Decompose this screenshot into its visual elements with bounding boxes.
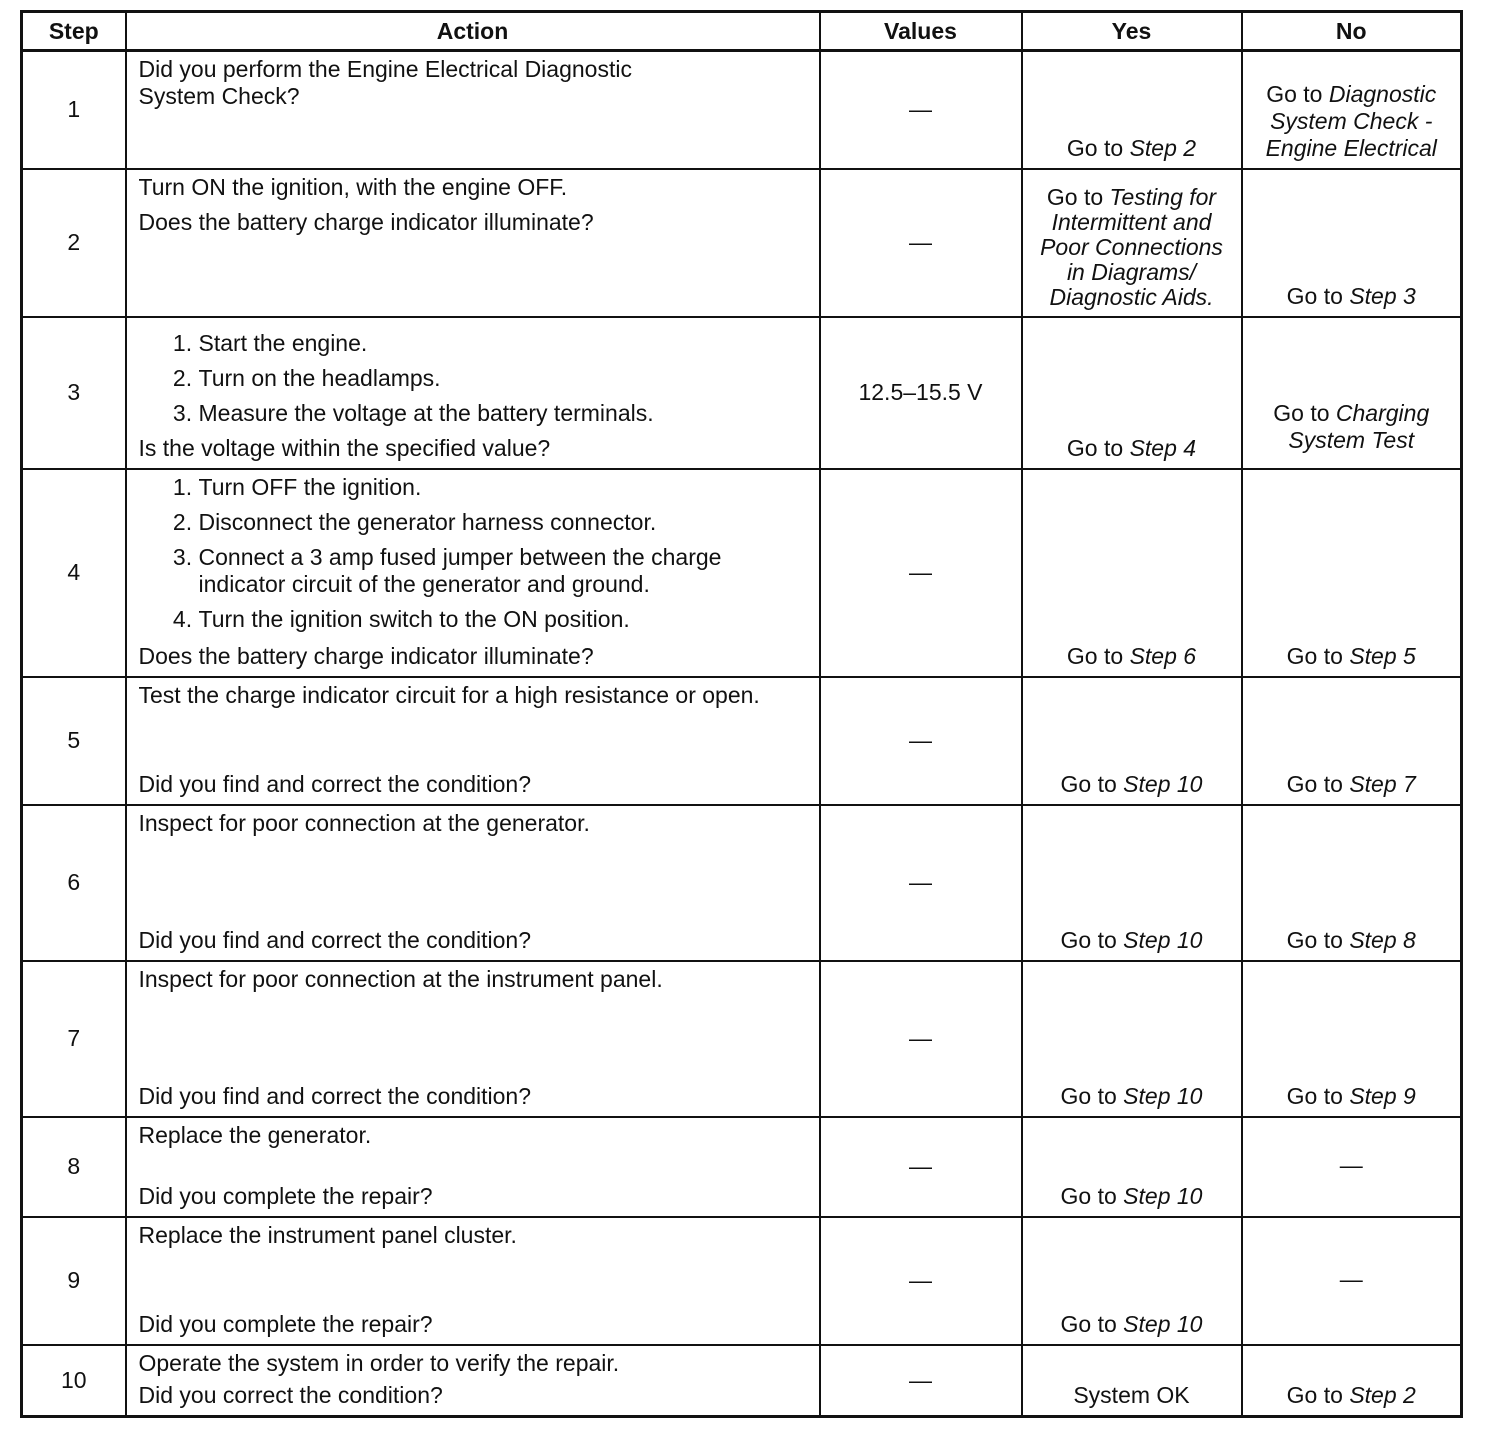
diagnostic-table xyxy=(20,10,1463,1418)
action-question: Did you complete the repair? xyxy=(138,1310,433,1337)
action-cell xyxy=(126,961,820,1117)
value-cell: — xyxy=(820,169,1022,317)
yes-step-link[interactable]: Step 10 xyxy=(1123,1082,1203,1109)
yes-lead: Go to xyxy=(1060,1182,1124,1209)
yes-cell xyxy=(1022,677,1242,805)
action-text: Replace the generator. xyxy=(138,1121,372,1148)
table-row xyxy=(22,961,1462,1117)
value-cell: 12.5–15.5 V xyxy=(820,317,1022,469)
substep-item: 2. Disconnect the generator harness connector. xyxy=(199,509,809,536)
yes-step-link[interactable]: Testing for Intermittent and Poor Connections in Diagrams/ Diagnostic Aids. xyxy=(1040,183,1223,310)
no-cell xyxy=(1242,805,1462,961)
value-cell: — xyxy=(820,961,1022,1117)
action-cell xyxy=(126,1345,820,1417)
yes-lead: Go to xyxy=(1046,183,1110,210)
yes-cell xyxy=(1022,1345,1242,1417)
yes-step-link[interactable]: Step 10 xyxy=(1123,1182,1203,1209)
step-number: 1 xyxy=(22,51,126,169)
header-yes: Yes xyxy=(1022,12,1242,51)
value-cell: — xyxy=(820,805,1022,961)
action-question: Is the voltage within the specified value? xyxy=(138,434,551,461)
yes-lead: Go to xyxy=(1066,434,1130,461)
no-cell xyxy=(1242,51,1462,169)
no-cell xyxy=(1242,1217,1462,1345)
action-question: Did you find and correct the condition? xyxy=(138,926,532,953)
action-question: Did you correct the condition? xyxy=(138,1382,443,1408)
action-text: Replace the instrument panel cluster. xyxy=(138,1221,517,1248)
value-cell: — xyxy=(820,1345,1022,1417)
value-cell: — xyxy=(820,1217,1022,1345)
substep-item: 1. Start the engine. xyxy=(199,330,809,357)
table-row xyxy=(22,805,1462,961)
no-lead: Go to xyxy=(1286,1382,1350,1408)
table-row xyxy=(22,677,1462,805)
action-cell xyxy=(126,1217,820,1345)
table-row xyxy=(22,51,1462,169)
step-number: 10 xyxy=(22,1345,126,1417)
table-row xyxy=(22,469,1462,677)
no-lead: Go to xyxy=(1286,642,1350,669)
action-cell xyxy=(126,677,820,805)
yes-cell xyxy=(1022,51,1242,169)
step-number: 5 xyxy=(22,677,126,805)
no-lead: Go to xyxy=(1286,926,1350,953)
no-cell xyxy=(1242,169,1462,317)
step-number: 2 xyxy=(22,169,126,317)
step-number: 9 xyxy=(22,1217,126,1345)
no-cell xyxy=(1242,469,1462,677)
substep-item: 3. Connect a 3 amp fused jumper between the charge indicator circuit of the generator and ground. xyxy=(199,544,809,598)
table-row xyxy=(22,1345,1462,1417)
substep-item: 4. Turn the ignition switch to the ON position. xyxy=(199,606,809,633)
value-cell: — xyxy=(820,51,1022,169)
yes-lead: Go to xyxy=(1060,1310,1124,1337)
table-row xyxy=(22,1117,1462,1217)
yes-lead: Go to xyxy=(1066,134,1130,161)
no-lead: Go to xyxy=(1286,282,1350,309)
action-question: Does the battery charge indicator illuminate? xyxy=(138,642,594,669)
substep-item: 1. Turn OFF the ignition. xyxy=(199,474,809,501)
value-cell: — xyxy=(820,677,1022,805)
action-question: Did you find and correct the condition? xyxy=(138,770,532,797)
yes-lead: System OK xyxy=(1073,1382,1190,1408)
yes-step-link[interactable]: Step 2 xyxy=(1129,134,1197,161)
no-cell xyxy=(1242,961,1462,1117)
step-number: 8 xyxy=(22,1117,126,1217)
action-text: Operate the system in order to verify the repair. xyxy=(138,1349,620,1376)
header-step: Step xyxy=(22,12,126,51)
yes-cell xyxy=(1022,317,1242,469)
no-cell xyxy=(1242,317,1462,469)
no-lead: Go to xyxy=(1286,1082,1350,1109)
yes-lead: Go to xyxy=(1060,926,1124,953)
no-step-link[interactable]: Diagnostic System Check - Engine Electrical xyxy=(1265,80,1437,161)
action-cell xyxy=(126,469,820,677)
no-step-link[interactable]: Step 5 xyxy=(1349,642,1416,669)
yes-lead: Go to xyxy=(1060,770,1124,797)
substep-item: 2. Turn on the headlamps. xyxy=(199,365,809,392)
action-text: Inspect for poor connection at the generator. xyxy=(138,809,590,836)
yes-cell xyxy=(1022,805,1242,961)
no-step-link[interactable]: Step 9 xyxy=(1349,1082,1416,1109)
no-lead: — xyxy=(1339,1266,1363,1292)
value-cell: — xyxy=(820,1117,1022,1217)
substep-list xyxy=(139,474,809,641)
no-lead: — xyxy=(1339,1152,1363,1178)
yes-step-link[interactable]: Step 4 xyxy=(1129,434,1197,461)
yes-lead: Go to xyxy=(1060,1082,1124,1109)
action-cell xyxy=(126,169,820,317)
header-action: Action xyxy=(126,12,820,51)
yes-step-link[interactable]: Step 10 xyxy=(1123,1310,1203,1337)
no-lead: Go to xyxy=(1273,399,1336,426)
step-number: 4 xyxy=(22,469,126,677)
no-step-link[interactable]: Step 8 xyxy=(1349,926,1416,953)
table-row xyxy=(22,317,1462,469)
no-cell xyxy=(1242,1345,1462,1417)
header-row xyxy=(22,12,1462,51)
action-cell xyxy=(126,317,820,469)
action-question: Does the battery charge indicator illuminate? xyxy=(138,208,594,235)
yes-step-link[interactable]: Step 6 xyxy=(1129,642,1197,669)
value-cell: — xyxy=(820,469,1022,677)
no-lead: Go to xyxy=(1266,80,1329,107)
table-row xyxy=(22,169,1462,317)
no-step-link[interactable]: Step 2 xyxy=(1349,1382,1416,1408)
yes-step-link[interactable]: Step 10 xyxy=(1123,926,1203,953)
step-number: 6 xyxy=(22,805,126,961)
action-cell xyxy=(126,1117,820,1217)
action-text: Turn ON the ignition, with the engine OFF. xyxy=(138,173,568,200)
no-step-link[interactable]: Step 7 xyxy=(1349,770,1416,797)
action-text: Test the charge indicator circuit for a high resistance or open. xyxy=(138,681,760,708)
no-lead: Go to xyxy=(1286,770,1350,797)
yes-cell xyxy=(1022,1117,1242,1217)
step-number: 7 xyxy=(22,961,126,1117)
no-step-link[interactable]: Step 3 xyxy=(1349,282,1416,309)
yes-cell xyxy=(1022,1217,1242,1345)
substep-list xyxy=(139,330,809,435)
no-cell xyxy=(1242,1117,1462,1217)
action-text: Inspect for poor connection at the instrument panel. xyxy=(138,965,663,992)
action-question: Did you complete the repair? xyxy=(138,1182,433,1209)
yes-cell xyxy=(1022,469,1242,677)
header-values: Values xyxy=(820,12,1022,51)
substep-item: 3. Measure the voltage at the battery terminals. xyxy=(199,400,809,427)
yes-cell xyxy=(1022,961,1242,1117)
action-text: Did you perform the Engine Electrical Diagnostic System Check? xyxy=(138,56,632,109)
action-question: Did you find and correct the condition? xyxy=(138,1082,532,1109)
action-cell xyxy=(126,805,820,961)
yes-step-link[interactable]: Step 10 xyxy=(1123,770,1203,797)
yes-cell xyxy=(1022,169,1242,317)
no-step-link[interactable]: Charging System Test xyxy=(1288,399,1430,453)
header-no: No xyxy=(1242,12,1462,51)
action-cell xyxy=(126,51,820,169)
no-cell xyxy=(1242,677,1462,805)
table-row xyxy=(22,1217,1462,1345)
step-number: 3 xyxy=(22,317,126,469)
yes-lead: Go to xyxy=(1066,642,1130,669)
